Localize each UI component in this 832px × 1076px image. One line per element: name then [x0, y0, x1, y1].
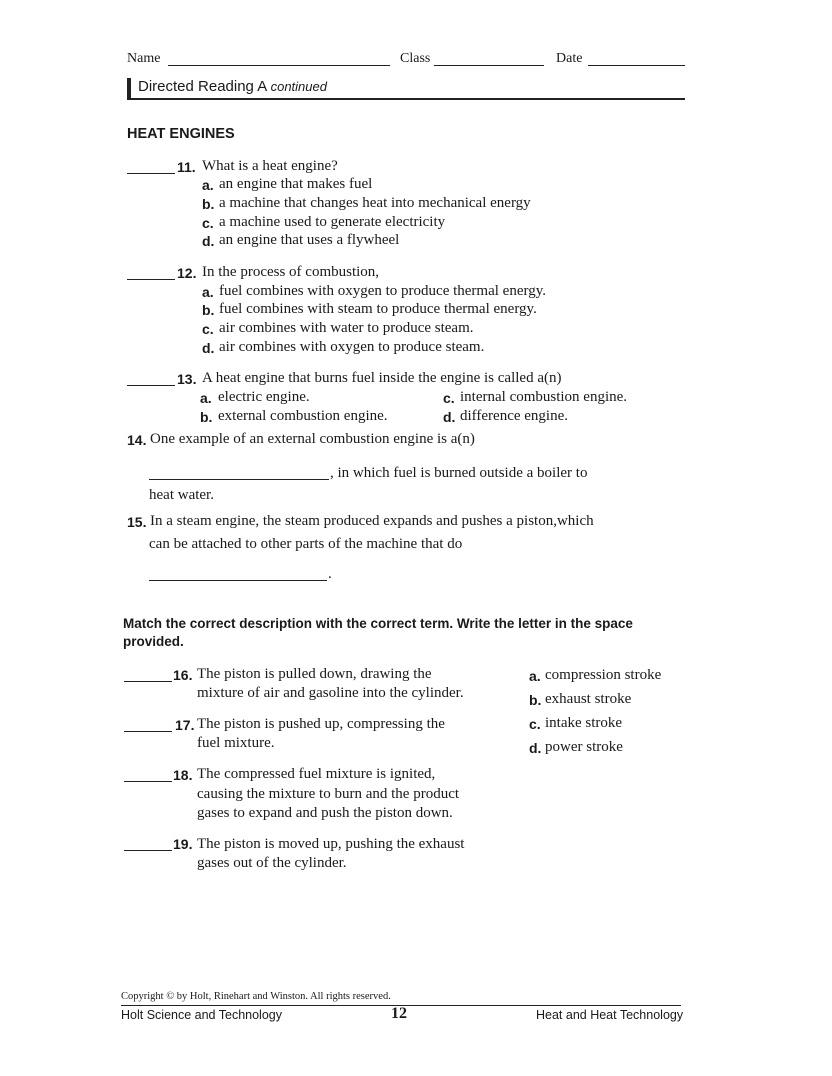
q11-choice-d: an engine that uses a flywheel [219, 232, 400, 248]
section-title: HEAT ENGINES [127, 126, 235, 142]
answer-blank-14[interactable] [149, 466, 329, 480]
q18-line3: gases to expand and push the piston down. [197, 805, 453, 821]
q12-number: 12. [177, 265, 197, 281]
q13-number: 13. [177, 371, 197, 387]
q17-line1: The piston is pushed up, compressing the [197, 716, 445, 732]
q11-c-letter: c. [202, 215, 214, 231]
q13-choice-d: difference engine. [460, 408, 568, 424]
q14-number: 14. [127, 432, 147, 448]
q11-d-letter: d. [202, 233, 215, 249]
q12-text: In the process of combustion, [202, 264, 380, 280]
answer-blank-16[interactable] [124, 668, 172, 682]
q12-b-letter: b. [202, 302, 215, 318]
banner-title: Directed Reading A [138, 78, 267, 95]
q15-line1: In a steam engine, the steam produced expands and pushes a piston,which [150, 513, 594, 529]
banner-suffix: continued [270, 79, 327, 94]
term-c: intake stroke [545, 715, 623, 731]
q13-c-letter: c. [443, 390, 455, 406]
q11-choice-c: a machine used to generate electricity [219, 214, 446, 230]
q13-a-letter: a. [200, 390, 212, 406]
q17-number: 17. [175, 717, 195, 733]
q11-b-letter: b. [202, 196, 215, 212]
answer-blank-11[interactable] [127, 160, 175, 174]
banner-rule [127, 98, 685, 100]
answer-blank-12[interactable] [127, 266, 175, 280]
q13-choice-c: internal combustion engine. [460, 389, 628, 405]
q12-choice-a: fuel combines with oxygen to produce thermal energy. [219, 283, 546, 299]
date-label: Date [556, 51, 583, 66]
term-d: power stroke [545, 739, 623, 755]
term-a: compression stroke [545, 667, 662, 683]
q15-number: 15. [127, 514, 147, 530]
match-instructions-line2: provided. [123, 634, 184, 649]
date-blank[interactable] [588, 65, 685, 66]
q12-choice-c: air combines with water to produce steam. [219, 320, 474, 336]
q16-number: 16. [173, 667, 193, 683]
answer-blank-19[interactable] [124, 837, 172, 851]
banner [138, 78, 327, 95]
answer-blank-17[interactable] [124, 718, 172, 732]
name-blank[interactable] [168, 65, 390, 66]
q13-choice-b: external combustion engine. [218, 408, 388, 424]
q18-number: 18. [173, 767, 193, 783]
answer-blank-13[interactable] [127, 372, 175, 386]
q11-text: What is a heat engine? [202, 158, 338, 174]
q19-number: 19. [173, 836, 193, 852]
class-label: Class [400, 51, 431, 66]
q16-line2: mixture of air and gasoline into the cylinder. [197, 685, 464, 701]
q19-line1: The piston is moved up, pushing the exhaust [197, 836, 465, 852]
q12-choice-b: fuel combines with steam to produce thermal energy. [219, 301, 537, 317]
match-instructions-line1: Match the correct description with the correct term. Write the letter in the space [123, 616, 633, 631]
q13-choice-a: electric engine. [218, 389, 310, 405]
q12-choice-d: air combines with oxygen to produce steam. [219, 339, 485, 355]
q13-d-letter: d. [443, 409, 456, 425]
q18-line2: causing the mixture to burn and the product [197, 786, 460, 802]
q19-line2: gases out of the cylinder. [197, 855, 347, 871]
footer-left: Holt Science and Technology [121, 1008, 282, 1022]
q13-b-letter: b. [200, 409, 213, 425]
q11-choice-a: an engine that makes fuel [219, 176, 373, 192]
term-a-letter: a. [529, 668, 541, 684]
footer-right: Heat and Heat Technology [536, 1008, 684, 1022]
q15-line2: can be attached to other parts of the machine that do [149, 536, 463, 552]
answer-blank-15[interactable] [149, 567, 327, 581]
banner-bar [127, 78, 131, 99]
term-d-letter: d. [529, 740, 542, 756]
q18-line1: The compressed fuel mixture is ignited, [197, 766, 436, 782]
q17-line2: fuel mixture. [197, 735, 275, 751]
q15-end: . [328, 566, 332, 582]
q12-a-letter: a. [202, 284, 214, 300]
term-b: exhaust stroke [545, 691, 632, 707]
answer-blank-18[interactable] [124, 768, 172, 782]
term-b-letter: b. [529, 692, 542, 708]
name-label: Name [127, 51, 161, 66]
q11-a-letter: a. [202, 177, 214, 193]
page-number: 12 [391, 1005, 407, 1022]
q13-text: A heat engine that burns fuel inside the engine is called a(n) [202, 370, 562, 386]
q16-line1: The piston is pulled down, drawing the [197, 666, 432, 682]
q14-line1: One example of an external combustion engine is a(n) [150, 431, 475, 447]
copyright: Copyright © by Holt, Rinehart and Winston. All rights reserved. [121, 991, 391, 1002]
q12-c-letter: c. [202, 321, 214, 337]
q11-choice-b: a machine that changes heat into mechanical energy [219, 195, 531, 211]
q14-line3: heat water. [149, 487, 214, 503]
q12-d-letter: d. [202, 340, 215, 356]
q11-number: 11. [177, 159, 196, 175]
q14-line2: , in which fuel is burned outside a boiler to [330, 465, 588, 481]
class-blank[interactable] [434, 65, 544, 66]
term-c-letter: c. [529, 716, 541, 732]
